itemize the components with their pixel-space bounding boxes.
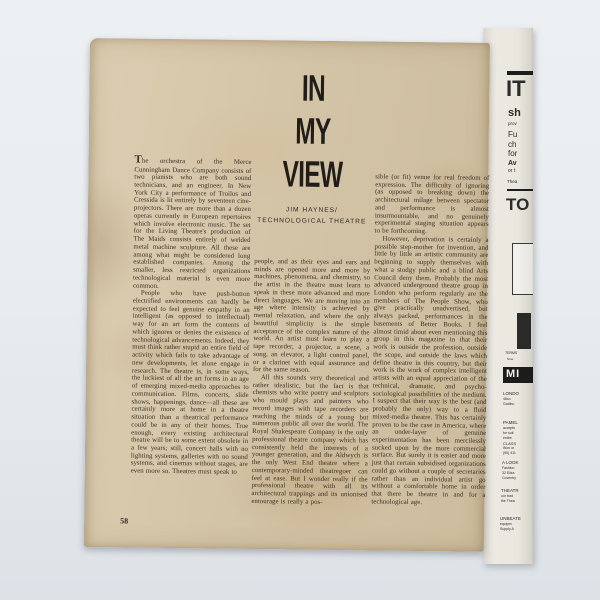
body-column-middle — [251, 258, 370, 507]
ad-text-fragment: 32 Eliza — [502, 471, 515, 475]
ad-text-fragment: or t — [508, 168, 516, 174]
ad-text-fragment: A LOOK — [502, 460, 519, 465]
byline — [253, 205, 371, 228]
title-line-2: MY — [294, 110, 331, 152]
ad-text-fragment: entire — [503, 436, 512, 440]
ad-text-fragment: Fashion — [502, 466, 515, 470]
article-title — [253, 66, 373, 228]
next-page-edge — [483, 28, 533, 564]
body-paragraph: people, and as their eyes and ears and minds are opened more and more by machines, phenomena, and chemistry, so the artist in the theatre must learn to speak in these more advanced and more direct languages. We are moving into an age where intensity is achieved by mental relaxation, and where the only beautiful simplicity is the simple acceptance of the complex nature of the world. An artist must learn to play a tape recorder, a projector, a scene, a song, an elevator, a light control panel, or a clarinet with equal assurance and for the same reason. — [252, 258, 371, 374]
ad-text-fragment: TERMS — [505, 351, 518, 355]
body-column-left — [131, 154, 252, 477]
ad-text-fragment: (90) 411 — [503, 451, 516, 455]
ad-outline-box — [512, 243, 533, 295]
byline-topic: TECHNOLOGICAL THEATRE — [257, 216, 367, 226]
ad-text-fragment: UNBEATE — [500, 516, 521, 521]
ad-text-fragment: 46co — [503, 397, 511, 401]
ad-headline-fragment: IT — [506, 76, 526, 101]
ad-text-fragment: Supply A — [500, 527, 514, 531]
ad-text-fragment: the Thea — [501, 499, 515, 503]
ad-text-fragment: sh — [508, 107, 521, 119]
body-paragraph: sible (or fit) venue for real freedom of expression. The difficulty of ignoring (as opposed to breaking down) the architectural milage between spectator and performance is almost insurmountable, and no genuinely experimental staging situation appears to be forthcoming. — [374, 173, 490, 236]
ad-text-fragment: PAMEL — [503, 420, 518, 425]
ad-photo-block — [517, 313, 531, 349]
ad-text-fragment: Srne — [507, 357, 514, 361]
ad-badge: MI — [503, 367, 533, 383]
ad-text-fragment: CLASS — [503, 441, 517, 446]
ad-text-fragment: for — [508, 149, 518, 158]
ad-text-fragment: Thea — [507, 179, 518, 184]
ad-text-fragment: equipm — [500, 522, 512, 526]
ad-text-fragment: Coventry — [502, 476, 517, 480]
ad-rule — [507, 71, 533, 75]
ad-rule — [507, 189, 533, 191]
ad-text-fragment: Goldhu — [503, 402, 515, 406]
ad-text-fragment: Av — [508, 160, 517, 167]
body-paragraph: All this sounds very theoretical and rather idealistic, but the fact is that chemists who write poetry and sculptors who mould plays and painters who record images with tape recorders are reaching the minds of a young but numerous public all over the world. The Royal Shakespeare Company is the only professional theatre company which has consistently held the interests of a younger generation, and the Aldwych is the only West End theatre where a contemporary-minded theatregoer can feel at ease. But I wonder really if the professional theatre with all its architectural trappings and its unionised entourage is really a pos- — [251, 374, 369, 506]
ad-text-fragment: for suit — [503, 431, 514, 435]
ad-text-fragment: THEATR — [501, 488, 519, 493]
body-column-right — [371, 173, 489, 507]
ad-text-fragment: LONDO — [503, 391, 520, 396]
ad-text-fragment: prov — [508, 121, 517, 126]
body-paragraph: People who have push-button electrified environments can hardly be expected to feel genuine empathy in an intelligent (as opposed to intellectual) way for an art form the contents of which ignores or denies the existence of technological advancements. Indeed, they must think rather stupid an entire field of activity which fails to take advantage of new developments, let alone engage in research. The theatre is, in some ways, the luckiest of all the art forms in an age of emerging mixed-media approaches to communication. Films, concerts, slide shows, happenings, dance—all these are certainly more at home in a theatre situation than a theatrical performance could be in any of their homes. True enough, every existing architectural theatre will be to some extent obsolete in a few years; still, concert halls with no lighting systems, galleries with no sound systems, and cinemas without stages, are even more so. Theatres must speak to — [130, 289, 250, 476]
ad-text-fragment: Fu — [508, 130, 518, 139]
ad-text-fragment: accepts — [503, 426, 516, 430]
ad-text-fragment: ch — [508, 140, 517, 149]
byline-author: JIM HAYNES/ — [285, 206, 338, 215]
magazine-page — [84, 38, 490, 552]
page-number: 58 — [120, 516, 129, 526]
title-line-1: IN — [301, 67, 326, 109]
title-line-3: VIEW — [282, 153, 343, 196]
body-paragraph: However, deprivation is certainly a possible step-mother for invention, and little by little an artistic community are beginning to supply themselves with what a stodgy public and a blind Arts Council deny them. Probably the most advanced underground theatre group in London who perform regularly are the members of The People Show, who give practically unadvertised, but always packed, performances in the basements of Better Books. I feel almost timid about even mentioning this group in this magazine in that their work is outside the profession, outside the scope, and outside the laws which define theatre in this country, but their work is the work of complex intelligent artists with an equal appreciation of the technical, dramatic, and psycho-sociological possibilities of the medium. I suspect that their way is the best (and probably the only) way to a fluid mixed-media theatre. This has certainly proven to be the case in America, where an under-layer of genuine experimentation has been mercilessly sucked upon by the more commercial surface. But surely it is easier and more just that certain subsidised organizations could go without a couple of secretaries rather than an individual artist go without a comfortable home in order that there be theatre in and for a technological age. — [371, 235, 489, 506]
ad-headline-fragment: TO — [506, 195, 530, 214]
body-paragraph: The orchestra of the Merce Cunningham Dance Company consists of two pianists who are both sound technicians, and an engineer. In New York City a performance of Troilus and Cressida is lit entirely by seventeen cine-projectors. There are more than a dozen operas currently in European repertoires which involve electronic music. The set for the Living Theatre's production of The Maids consists entirely of welded metal machine sculpture. All these are among what might be considered long established companies. Among the smaller, less restricted organizations technological material is even more common. — [132, 153, 252, 290]
ad-text-fragment: Won or — [503, 446, 515, 450]
ad-text-fragment: our trad — [501, 494, 514, 498]
